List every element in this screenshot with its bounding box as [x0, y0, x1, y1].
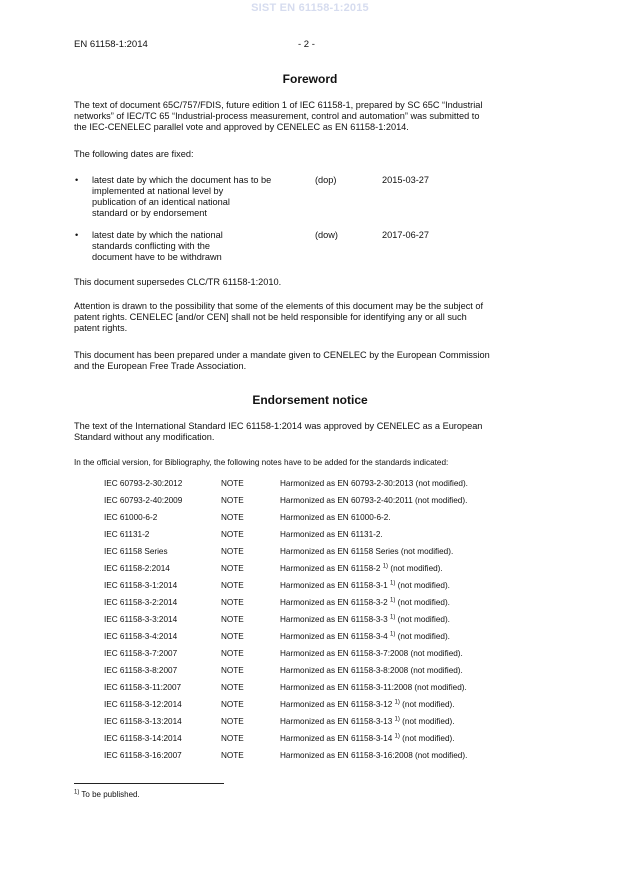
date-item-text: latest date by which the national — [92, 230, 223, 240]
standard-ref: IEC 60793-2-30:2012 — [104, 479, 183, 488]
footnote-ref: 1) — [394, 733, 400, 740]
date-item-text: standards conflicting with the — [92, 241, 210, 251]
harmonized-main: Harmonized as EN 60793-2-40:2011 (not modified). — [280, 496, 468, 505]
endorsement-title: Endorsement notice — [252, 393, 368, 407]
supersedes-text: This document supersedes CLC/TR 61158-1:2010. — [74, 277, 282, 287]
harmonized-text — [280, 563, 443, 574]
harmonized-text — [280, 699, 455, 710]
standard-ref: IEC 61158 Series — [104, 547, 168, 556]
endorsement-line: The text of the International Standard IEC 61158-1:2014 was approved by CENELEC as a European — [74, 421, 483, 431]
harmonized-text — [280, 580, 450, 591]
harmonized-main: Harmonized as EN 61158-3-11:2008 (not modified). — [280, 683, 467, 692]
note-label: NOTE — [221, 547, 244, 556]
endorsement-text — [74, 421, 546, 443]
note-label: NOTE — [221, 496, 244, 505]
bullet-icon: • — [75, 175, 79, 185]
date-item-text: standard or by endorsement — [92, 208, 207, 218]
note-label: NOTE — [221, 683, 244, 692]
harmonized-text — [280, 495, 467, 506]
standard-ref: IEC 61000-6-2 — [104, 513, 158, 522]
footnote-ref: 1) — [390, 597, 396, 604]
note-label: NOTE — [221, 598, 244, 607]
foreword-intro — [74, 100, 546, 133]
harmonized-text — [280, 716, 455, 727]
standard-ref: IEC 61131-2 — [104, 530, 150, 539]
standard-ref: IEC 61158-3-14:2014 — [104, 734, 182, 743]
footnote-ref: 1) — [390, 631, 396, 638]
note-label: NOTE — [221, 479, 244, 488]
footnote-ref: 1) — [382, 563, 389, 570]
harmonized-tail: (not modified). — [402, 734, 455, 743]
date-value: 2015-03-27 — [382, 175, 429, 185]
harmonized-text — [280, 682, 467, 693]
standard-ref: IEC 61158-3-8:2007 — [104, 666, 178, 675]
date-code: (dop) — [315, 175, 337, 185]
harmonized-text — [280, 597, 450, 608]
footnote-ref: 1) — [394, 716, 400, 723]
header-document-id: EN 61158-1:2014 — [74, 39, 148, 50]
footnote-ref: 1) — [390, 614, 396, 621]
note-label: NOTE — [221, 530, 244, 539]
note-label: NOTE — [221, 564, 244, 573]
note-label: NOTE — [221, 581, 244, 590]
note-label: NOTE — [221, 513, 244, 522]
harmonized-tail: (not modified). — [397, 632, 450, 641]
mandate-text — [74, 350, 546, 372]
standard-ref: IEC 61158-3-1:2014 — [104, 581, 178, 590]
harmonized-main: Harmonized as EN 61000-6-2. — [280, 513, 391, 522]
mandate-line: and the European Free Trade Association. — [74, 361, 247, 371]
harmonized-main: Harmonized as EN 61158-3-12 — [280, 700, 393, 709]
foreword-intro-line: networks” of IEC/TC 65 “Industrial-process measurement, control and automation” was submitted to — [74, 111, 480, 121]
footnote — [74, 790, 140, 799]
attention-text — [74, 301, 546, 334]
date-item-text: latest date by which the document has to be — [92, 175, 272, 185]
harmonized-tail: (not modified). — [397, 598, 450, 607]
harmonized-text — [280, 546, 453, 557]
foreword-intro-line: The text of document 65C/757/FDIS, future edition 1 of IEC 61158-1, prepared by SC 65C “Industrial — [74, 100, 483, 110]
standard-ref: IEC 61158-3-3:2014 — [104, 615, 178, 624]
bullet-icon: • — [75, 230, 79, 240]
harmonized-text — [280, 665, 463, 676]
harmonized-text — [280, 733, 455, 744]
harmonized-main: Harmonized as EN 61158-3-16:2008 (not modified). — [280, 751, 468, 760]
harmonized-main: Harmonized as EN 60793-2-30:2013 (not modified). — [280, 479, 468, 488]
note-label: NOTE — [221, 717, 244, 726]
note-label: NOTE — [221, 700, 244, 709]
harmonized-tail: (not modified). — [402, 717, 455, 726]
watermark: SIST EN 61158-1:2015 — [251, 2, 369, 14]
standard-ref: IEC 61158-2:2014 — [104, 564, 170, 573]
harmonized-tail: (not modified). — [402, 700, 455, 709]
harmonized-main: Harmonized as EN 61158-3-4 — [280, 632, 388, 641]
dates-intro: The following dates are fixed: — [74, 149, 194, 159]
standard-ref: IEC 61158-3-16:2007 — [104, 751, 182, 760]
harmonized-text — [280, 614, 450, 625]
note-label: NOTE — [221, 649, 244, 658]
harmonized-tail: (not modified). — [390, 564, 443, 573]
harmonized-tail: (not modified). — [397, 615, 450, 624]
harmonized-main: Harmonized as EN 61158-2 — [280, 564, 381, 573]
attention-line: Attention is drawn to the possibility that some of the elements of this document may be the subject of — [74, 301, 484, 311]
harmonized-main: Harmonized as EN 61158-3-2 — [280, 598, 388, 607]
foreword-title: Foreword — [282, 72, 338, 86]
harmonized-main: Harmonized as EN 61158-3-8:2008 (not modified). — [280, 666, 463, 675]
footnote-mark: 1) — [74, 789, 80, 796]
note-label: NOTE — [221, 615, 244, 624]
foreword-intro-line: the IEC-CENELEC parallel vote and approved by CENELEC as EN 61158-1:2014. — [74, 122, 409, 132]
harmonized-text — [280, 512, 391, 523]
note-label: NOTE — [221, 666, 244, 675]
standard-ref: IEC 60793-2-40:2009 — [104, 496, 183, 505]
harmonized-main: Harmonized as EN 61158-3-1 — [280, 581, 388, 590]
standard-ref: IEC 61158-3-13:2014 — [104, 717, 182, 726]
attention-line: patent rights. — [74, 323, 128, 333]
standard-ref: IEC 61158-3-11:2007 — [104, 683, 182, 692]
note-label: NOTE — [221, 751, 244, 760]
date-item-text: document have to be withdrawn — [92, 252, 222, 262]
harmonized-main: Harmonized as EN 61158-3-7:2008 (not modified). — [280, 649, 463, 658]
footnote-text: To be published. — [81, 790, 140, 799]
footnote-ref: 1) — [394, 699, 400, 706]
harmonized-main: Harmonized as EN 61158-3-3 — [280, 615, 388, 624]
harmonized-text — [280, 648, 463, 659]
harmonized-main: Harmonized as EN 61158 Series (not modified). — [280, 547, 454, 556]
bibliography-note: In the official version, for Bibliography, the following notes have to be added for the standards indicated: — [74, 458, 449, 467]
harmonized-text — [280, 478, 468, 489]
standard-ref: IEC 61158-3-2:2014 — [104, 598, 178, 607]
date-code: (dow) — [315, 230, 338, 240]
harmonized-main: Harmonized as EN 61158-3-13 — [280, 717, 393, 726]
date-value: 2017-06-27 — [382, 230, 429, 240]
standard-ref: IEC 61158-3-12:2014 — [104, 700, 182, 709]
footnote-ref: 1) — [390, 580, 396, 587]
standard-ref: IEC 61158-3-4:2014 — [104, 632, 178, 641]
harmonized-text — [280, 529, 383, 540]
harmonized-text — [280, 631, 450, 642]
date-item-text: publication of an identical national — [92, 197, 230, 207]
harmonized-tail: (not modified). — [397, 581, 450, 590]
standard-ref: IEC 61158-3-7:2007 — [104, 649, 178, 658]
header-page-number: - 2 - — [298, 39, 315, 50]
date-item-text: implemented at national level by — [92, 186, 224, 196]
note-label: NOTE — [221, 734, 244, 743]
harmonized-main: Harmonized as EN 61158-3-14 — [280, 734, 393, 743]
mandate-line: This document has been prepared under a mandate given to CENELEC by the European Commission — [74, 350, 490, 360]
attention-line: patent rights. CENELEC [and/or CEN] shall not be held responsible for identifying any or all such — [74, 312, 467, 322]
endorsement-line: Standard without any modification. — [74, 432, 215, 442]
note-label: NOTE — [221, 632, 244, 641]
footnote-divider — [74, 783, 224, 784]
harmonized-text — [280, 750, 467, 761]
harmonized-main: Harmonized as EN 61131-2. — [280, 530, 383, 539]
